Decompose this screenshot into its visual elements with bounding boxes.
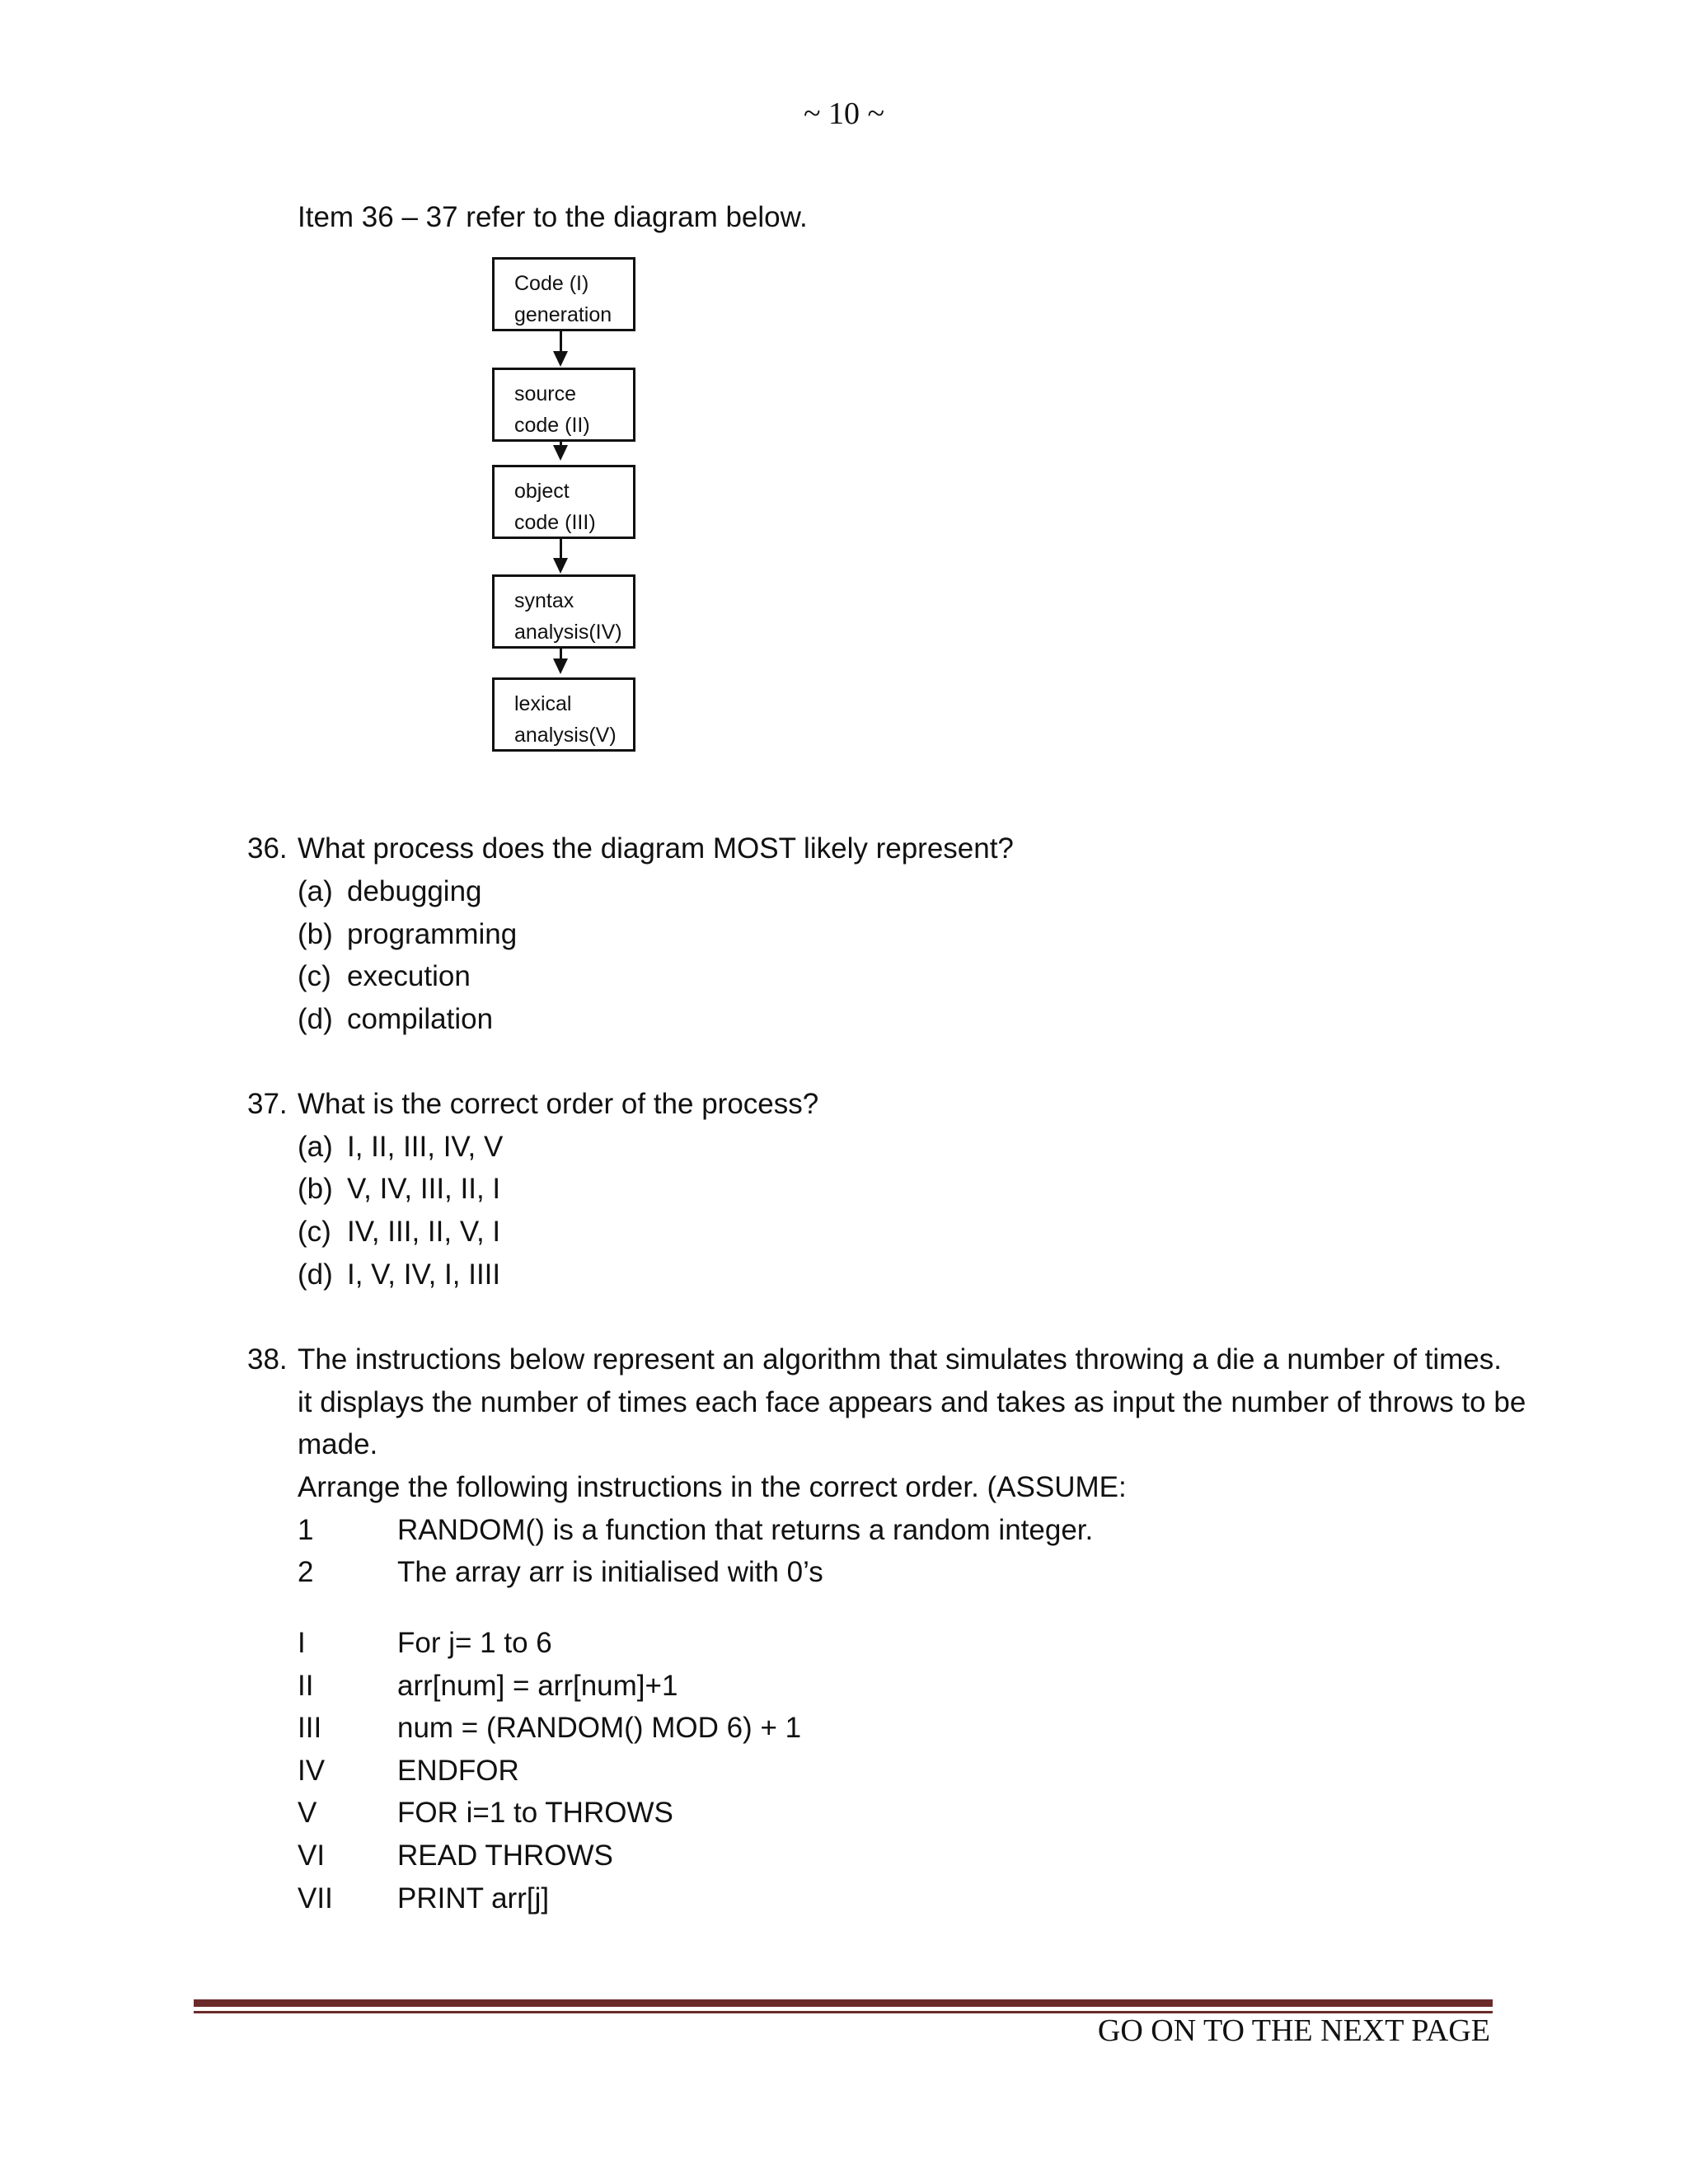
assumption-text: The array arr is initialised with 0’s (397, 1556, 823, 1588)
instruction-text: For j= 1 to 6 (397, 1627, 552, 1659)
flow-box-label: source (514, 382, 577, 405)
page-number: ~ 10 ~ (803, 96, 885, 131)
instruction-number: V (298, 1797, 317, 1829)
option-letter: (b) (298, 918, 333, 950)
instruction-text: arr[num] = arr[num]+1 (397, 1670, 678, 1702)
assumption-number: 2 (298, 1556, 314, 1588)
flow-box-object-code (492, 465, 635, 539)
instruction-text: FOR i=1 to THROWS (397, 1797, 673, 1829)
flow-box-code-generation (492, 257, 635, 331)
instruction-number: III (298, 1712, 322, 1744)
option-text: execution (347, 960, 471, 992)
question-text-line: Arrange the following instructions in the correct order. (ASSUME: (298, 1471, 1127, 1503)
option-letter: (a) (298, 1131, 333, 1163)
arrow-down-icon (553, 558, 568, 574)
option-letter: (b) (298, 1173, 333, 1205)
arrow-down-icon (553, 351, 568, 367)
option-text: programming (347, 918, 518, 950)
instruction-number: II (298, 1670, 314, 1702)
flow-box-label: analysis(V) (514, 724, 617, 747)
question-text-line: The instructions below represent an algorithm that simulates throwing a die a number of times. (298, 1343, 1502, 1376)
instruction-number: I (298, 1627, 306, 1659)
instruction-number: IV (298, 1755, 326, 1787)
flow-box-source-code (492, 368, 635, 442)
question-number: 36. (247, 832, 288, 865)
instruction-text: num = (RANDOM() MOD 6) + 1 (397, 1712, 802, 1744)
option-letter: (c) (298, 960, 331, 992)
flow-box-label: analysis(IV) (514, 621, 622, 644)
option-text: debugging (347, 875, 482, 907)
flow-box-label: generation (514, 303, 612, 326)
option-letter: (d) (298, 1258, 333, 1291)
flow-box-label: code (III) (514, 511, 596, 534)
instruction-number: VI (298, 1840, 326, 1872)
instruction-number: VII (298, 1882, 333, 1915)
flow-box-label: Code (I) (514, 272, 589, 295)
option-text: V, IV, III, II, I (347, 1173, 501, 1205)
option-letter: (a) (298, 875, 333, 907)
diagram-intro: Item 36 – 37 refer to the diagram below. (298, 201, 808, 233)
question-text-line: made. (298, 1428, 378, 1460)
option-text: I, V, IV, I, IIII (347, 1258, 501, 1291)
question-number: 37. (247, 1088, 288, 1120)
instruction-text: READ THROWS (397, 1840, 613, 1872)
flow-box-label: lexical (514, 692, 572, 715)
question-number: 38. (247, 1343, 288, 1376)
assumption-text: RANDOM() is a function that returns a random integer. (397, 1514, 1094, 1546)
question-text: What is the correct order of the process? (298, 1088, 819, 1120)
flow-box-syntax-analysis (492, 574, 635, 649)
option-text: IV, III, II, V, I (347, 1216, 501, 1248)
question-text-line: it displays the number of times each face appears and takes as input the number of throws to be (298, 1386, 1526, 1418)
assumption-number: 1 (298, 1514, 314, 1546)
option-text: compilation (347, 1003, 494, 1035)
instruction-text: PRINT arr[j] (397, 1882, 550, 1915)
flow-connector (560, 331, 562, 351)
arrow-down-icon (553, 658, 568, 674)
option-text: I, II, III, IV, V (347, 1131, 504, 1163)
instruction-text: ENDFOR (397, 1755, 519, 1787)
question-text: What process does the diagram MOST likely represent? (298, 832, 1014, 865)
option-letter: (c) (298, 1216, 331, 1248)
flow-connector (560, 649, 562, 658)
footer-next-page: GO ON TO THE NEXT PAGE (1097, 2013, 1490, 2048)
flow-box-label: object (514, 480, 570, 503)
flow-box-label: syntax (514, 589, 574, 612)
flow-box-lexical-analysis (492, 677, 635, 752)
footer-rule-thick (194, 1999, 1493, 2007)
flow-connector (560, 539, 562, 558)
option-letter: (d) (298, 1003, 333, 1035)
arrow-down-icon (553, 445, 568, 461)
flow-box-label: code (II) (514, 414, 590, 437)
